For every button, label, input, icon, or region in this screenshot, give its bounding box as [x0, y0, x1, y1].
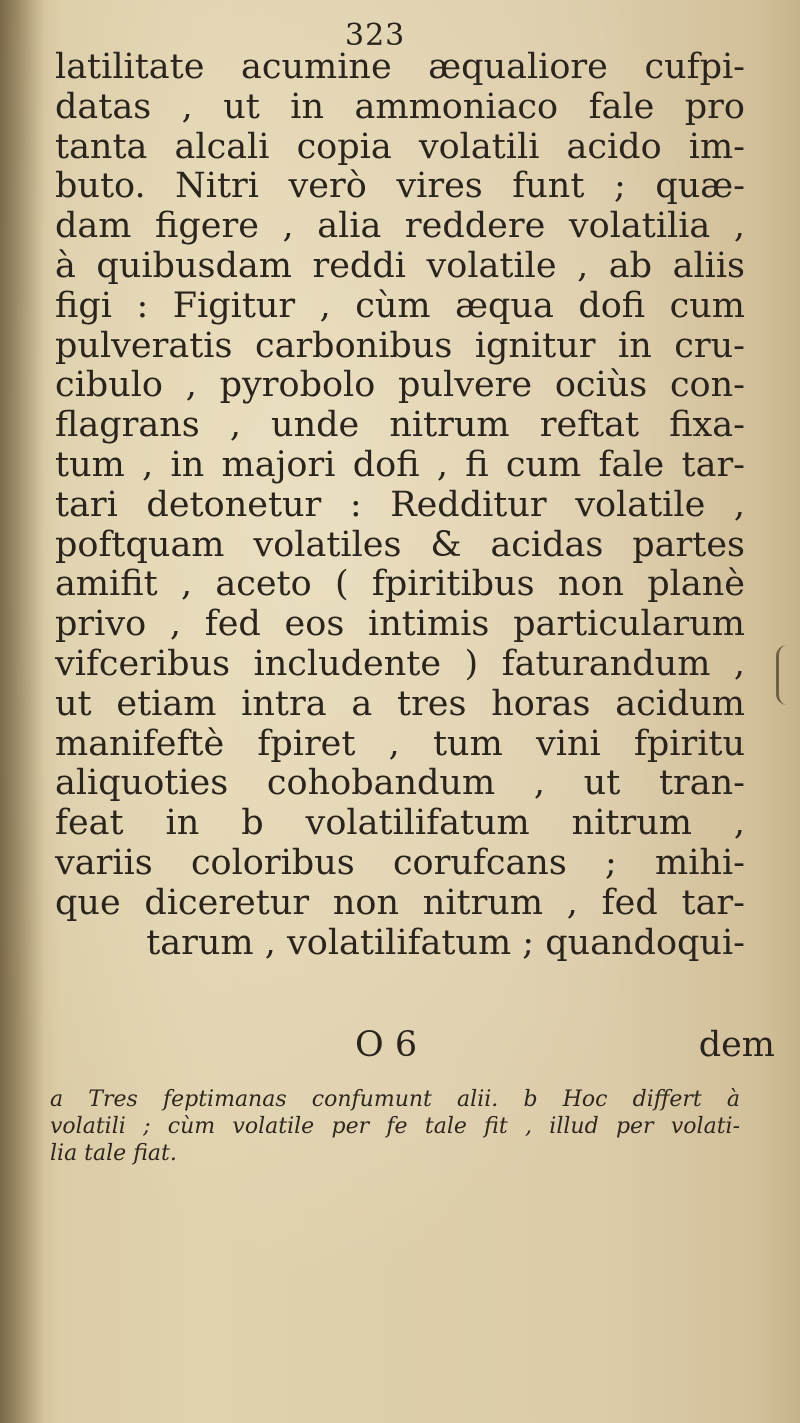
text-line: tum , in majori dofi , fi cum fale tar-: [55, 444, 745, 485]
text-line: datas , ut in ammoniaco fale pro: [55, 86, 745, 127]
text-line: figi : Figitur , cùm æqua dofi cum: [55, 285, 745, 326]
text-line: feat in b volatilifatum nitrum ,: [55, 803, 745, 844]
signature-line: [355, 1025, 775, 1065]
text-line: cibulo , pyrobolo pulvere ociùs con-: [55, 365, 745, 406]
text-line: dam figere , alia reddere volatilia ,: [55, 206, 745, 247]
page-number: 323: [345, 18, 406, 53]
text-line: vifceribus includente ) faturandum ,: [55, 643, 745, 684]
text-line: manifeftè fpiret , tum vini fpiritu: [55, 723, 745, 764]
text-line: aliquoties cohobandum , ut tran-: [55, 763, 745, 804]
text-line: que diceretur non nitrum , fed tar-: [55, 882, 745, 923]
text-line: variis coloribus corufcans ; mihi-: [55, 842, 745, 883]
text-line: flagrans , unde nitrum reftat fixa-: [55, 405, 745, 446]
body-text: [55, 48, 775, 963]
text-line: pulveratis carbonibus ignitur in cru-: [55, 325, 745, 366]
text-line: poftquam volatiles & acidas partes: [55, 524, 745, 565]
page-edge-mark: [776, 645, 787, 705]
text-line: à quibusdam reddi volatile , ab aliis: [55, 245, 745, 286]
signature-mark: O 6: [355, 1025, 418, 1065]
text-line: buto. Nitri verò vires funt ; quæ-: [55, 166, 745, 207]
footnote-line: volatili ; cùm volatile per fe tale fit , illud per volati-: [50, 1114, 740, 1139]
footnote-line: lia tale fiat.: [50, 1141, 177, 1166]
catchword: dem: [698, 1025, 775, 1065]
binding-gutter-shadow: [0, 0, 44, 1423]
text-line: tari detonetur : Redditur volatile ,: [55, 484, 745, 525]
text-line: ut etiam intra a tres horas acidum: [55, 683, 745, 724]
footnotes: [50, 1086, 770, 1167]
footnote-line: a Tres feptimanas confumunt alii. b Hoc differt à: [50, 1087, 740, 1112]
text-line: amifit , aceto ( fpiritibus non planè: [55, 564, 745, 605]
text-line: latilitate acumine æqualiore cufpi-: [55, 47, 745, 87]
text-line: tanta alcali copia volatili acido im-: [55, 126, 745, 167]
text-line: privo , fed eos intimis particularum: [55, 604, 745, 645]
text-line: tarum , volatilifatum ; quandoqui-: [146, 922, 745, 963]
